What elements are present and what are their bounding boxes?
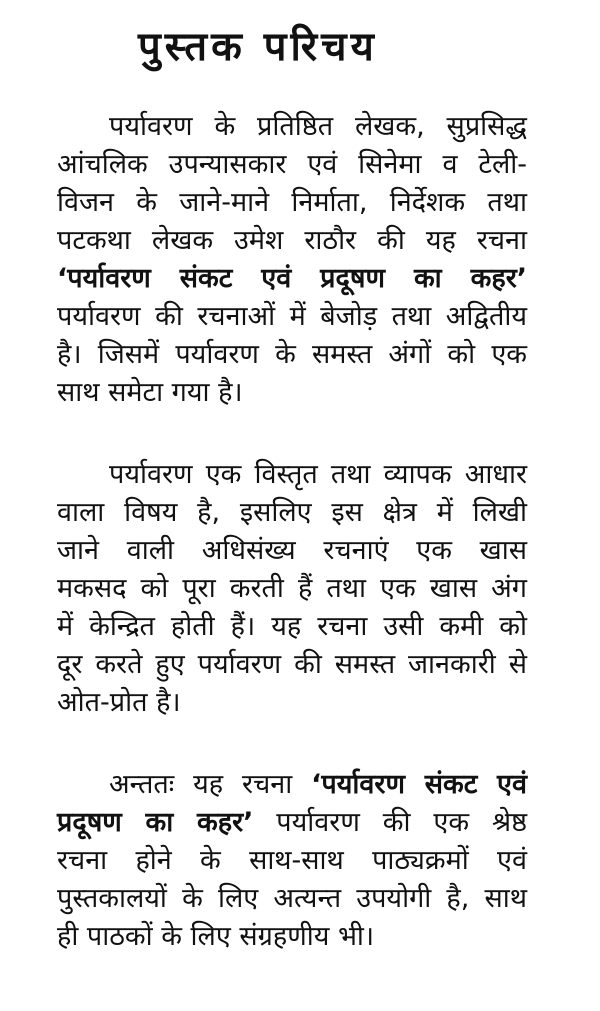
text-line: आंचलिक उपन्यासकार एवं सिनेमा व टेली-	[57, 149, 527, 180]
text-line: है। जिसमें पर्यावरण के समस्त अंगों को एक	[57, 339, 527, 370]
page-title: पुस्तक परिचय	[138, 24, 378, 70]
text-run: अन्ततः यह रचना	[109, 769, 312, 800]
book-title-run: प्रदूषण का कहर’	[57, 807, 254, 838]
text-line: पर्यावरण के प्रतिष्ठित लेखक, सुप्रसिद्ध	[109, 111, 527, 142]
text-line: पटकथा लेखक उमेश राठौर की यह रचना	[57, 225, 527, 256]
text-line: में केन्द्रित होती हैं। यह रचना उसी कमी को	[57, 611, 527, 642]
text-line: वाला विषय है, इसलिए इस क्षेत्र में लिखी	[57, 497, 527, 528]
book-title-line: ‘पर्यावरण संकट एवं प्रदूषण का कहर’	[57, 263, 527, 294]
text-line: मकसद को पूरा करती हैं तथा एक खास अंग	[57, 573, 527, 604]
text-line: रचना होने के साथ-साथ पाठ्यक्रमों एवं	[57, 845, 527, 876]
text-line: जाने वाली अधिसंख्य रचनाएं एक खास	[57, 535, 527, 566]
paragraph-1	[57, 108, 527, 412]
paragraph-2	[57, 456, 527, 722]
text-line	[57, 804, 527, 842]
text-line: पर्यावरण एक विस्तृत तथा व्यापक आधार	[109, 459, 527, 490]
text-line: विजन के जाने-माने निर्माता, निर्देशक तथा	[57, 187, 527, 218]
text-line: साथ समेटा गया है।	[57, 377, 243, 408]
text-line: दूर करते हुए पर्यावरण की समस्त जानकारी से	[57, 649, 527, 680]
book-title-run: ‘पर्यावरण संकट एवं	[311, 769, 527, 800]
text-line	[57, 766, 527, 804]
document-body	[57, 108, 527, 956]
paragraph-3	[57, 766, 527, 956]
text-line: पर्यावरण की रचनाओं में बेजोड़ तथा अद्वितीय	[57, 301, 527, 332]
text-run: पर्यावरण की एक श्रेष्ठ	[253, 807, 528, 838]
text-line: ओत-प्रोत है।	[57, 687, 181, 718]
text-line: ही पाठकों के लिए संग्रहणीय भी।	[57, 921, 375, 952]
text-line: पुस्तकालयों के लिए अत्यन्त उपयोगी है, साथ	[57, 883, 527, 914]
